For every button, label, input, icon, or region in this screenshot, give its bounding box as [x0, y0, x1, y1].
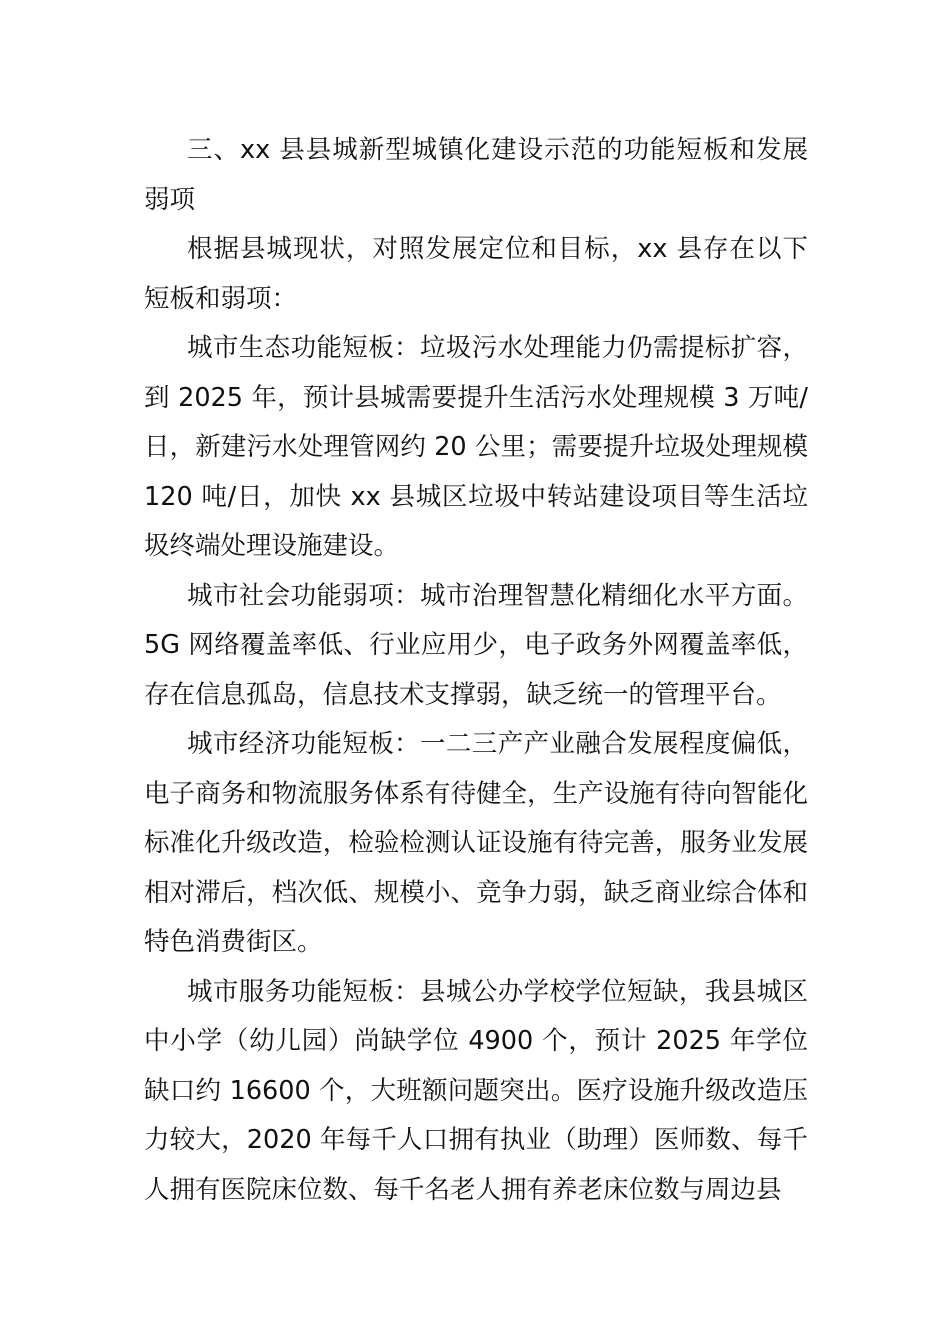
economy-paragraph: 城市经济功能短板：一二三产产业融合发展程度偏低，电子商务和物流服务体系有待健全，生产设施有待向智能化标准化升级改造，检验检测认证设施有待完善，服务业发展相对滞后，档次低、规模小、竞争力弱，缺乏商业综合体和特色消费街区。 [144, 729, 808, 957]
intro-paragraph: 根据县城现状，对照发展定位和目标，xx 县存在以下短板和弱项： [144, 234, 808, 314]
social-paragraph: 城市社会功能弱项：城市治理智慧化精细化水平方面。5G 网络覆盖率低、行业应用少，电子政务外网覆盖率低，存在信息孤岛，信息技术支撑弱，缺乏统一的管理平台。 [144, 580, 808, 710]
ecology-paragraph: 城市生态功能短板：垃圾污水处理能力仍需提标扩容，到 2025 年，预计县城需要提升生活污水处理规模 3 万吨/日，新建污水处理管网约 20 公里；需要提升垃圾处理规模 120 吨/日，加快 xx 县城区垃圾中转站建设项目等生活垃圾终端处理设施建设。 [144, 333, 808, 561]
section-heading: 三、xx 县县城新型城镇化建设示范的功能短板和发展弱项 [144, 135, 808, 215]
document-body [144, 126, 808, 1215]
service-paragraph: 城市服务功能短板：县城公办学校学位短缺，我县城区中小学（幼儿园）尚缺学位 4900 个，预计 2025 年学位缺口约 16600 个，大班额问题突出。医疗设施升级改造压力较大，2020 年每千人口拥有执业（助理）医师数、每千人拥有医院床位数、每千名老人拥有养老床位数与周边县 [144, 976, 808, 1205]
